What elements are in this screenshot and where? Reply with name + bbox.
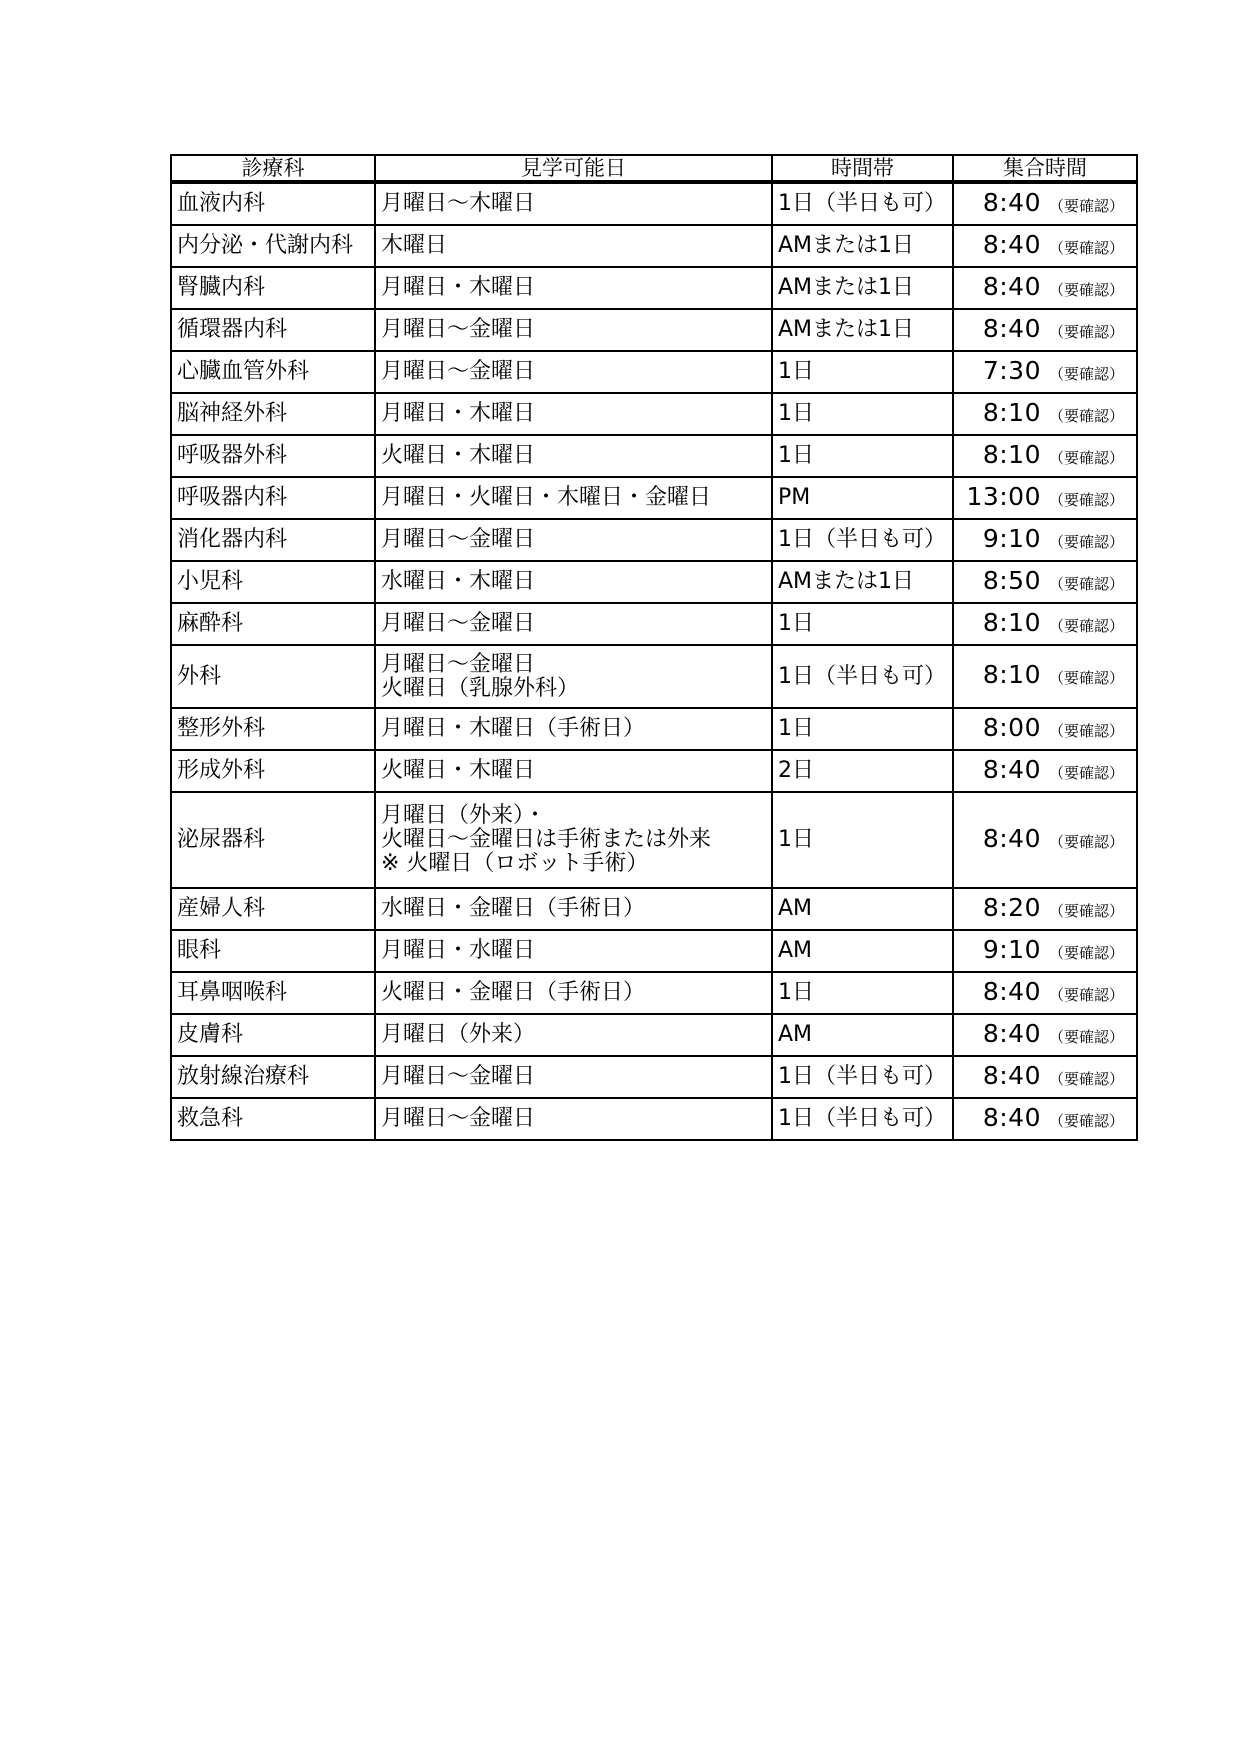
meeting-time-cell bbox=[953, 519, 1137, 561]
confirmation-note: （要確認） bbox=[1048, 1111, 1124, 1130]
meeting-time-cell bbox=[953, 477, 1137, 519]
time-period-cell: 1日 bbox=[772, 792, 953, 888]
table-row bbox=[171, 972, 1137, 1014]
time-period-cell: AM bbox=[772, 888, 953, 930]
time-period-cell: AM bbox=[772, 930, 953, 972]
time-period-cell: AMまたは1日 bbox=[772, 309, 953, 351]
meeting-time-value: 8:10 bbox=[982, 397, 1041, 427]
table-row bbox=[171, 393, 1137, 435]
table-row bbox=[171, 477, 1137, 519]
time-period-cell: PM bbox=[772, 477, 953, 519]
time-period-cell: AMまたは1日 bbox=[772, 267, 953, 309]
time-period-cell: 1日 bbox=[772, 393, 953, 435]
department-cell: 心臓血管外科 bbox=[171, 351, 375, 393]
department-cell: 皮膚科 bbox=[171, 1014, 375, 1056]
available-days-cell: 月曜日（外来）・ 火曜日～金曜日は手術または外来 ※ 火曜日（ロボット手術） bbox=[375, 792, 772, 888]
time-period-cell: 1日 bbox=[772, 435, 953, 477]
available-days-cell: 月曜日・木曜日 bbox=[375, 267, 772, 309]
meeting-time-value: 8:40 bbox=[982, 823, 1041, 853]
time-period-cell: 1日（半日も可） bbox=[772, 519, 953, 561]
meeting-time-cell bbox=[953, 182, 1137, 225]
department-cell: 循環器内科 bbox=[171, 309, 375, 351]
available-days-cell: 月曜日～木曜日 bbox=[375, 182, 772, 225]
table-row bbox=[171, 1056, 1137, 1098]
meeting-time-cell bbox=[953, 750, 1137, 792]
time-period-cell: 1日 bbox=[772, 708, 953, 750]
header-department: 診療科 bbox=[171, 155, 375, 182]
department-cell: 産婦人科 bbox=[171, 888, 375, 930]
time-period-cell: 1日 bbox=[772, 972, 953, 1014]
meeting-time-cell bbox=[953, 708, 1137, 750]
table-row bbox=[171, 561, 1137, 603]
meeting-time-cell bbox=[953, 930, 1137, 972]
meeting-time-value: 7:30 bbox=[982, 355, 1041, 385]
available-days-cell: 月曜日～金曜日 bbox=[375, 1056, 772, 1098]
meeting-time-cell bbox=[953, 1014, 1137, 1056]
time-period-cell: 1日（半日も可） bbox=[772, 1056, 953, 1098]
meeting-time-cell bbox=[953, 645, 1137, 708]
time-period-cell: 1日 bbox=[772, 603, 953, 645]
department-cell: 血液内科 bbox=[171, 182, 375, 225]
confirmation-note: （要確認） bbox=[1048, 901, 1124, 920]
meeting-time-value: 8:40 bbox=[982, 1018, 1041, 1048]
table-row bbox=[171, 708, 1137, 750]
department-cell: 整形外科 bbox=[171, 708, 375, 750]
table-row bbox=[171, 309, 1137, 351]
meeting-time-cell bbox=[953, 972, 1137, 1014]
department-cell: 呼吸器外科 bbox=[171, 435, 375, 477]
time-period-cell: 1日（半日も可） bbox=[772, 645, 953, 708]
department-cell: 内分泌・代謝内科 bbox=[171, 225, 375, 267]
department-cell: 呼吸器内科 bbox=[171, 477, 375, 519]
available-days-cell: 木曜日 bbox=[375, 225, 772, 267]
department-cell: 小児科 bbox=[171, 561, 375, 603]
available-days-cell: 月曜日・木曜日 bbox=[375, 393, 772, 435]
meeting-time-value: 8:10 bbox=[982, 439, 1041, 469]
available-days-cell: 火曜日・木曜日 bbox=[375, 750, 772, 792]
available-days-cell: 月曜日・火曜日・木曜日・金曜日 bbox=[375, 477, 772, 519]
available-days-cell: 月曜日～金曜日 bbox=[375, 1098, 772, 1140]
time-period-cell: AM bbox=[772, 1014, 953, 1056]
header-row bbox=[171, 155, 1137, 182]
meeting-time-cell bbox=[953, 435, 1137, 477]
table-row bbox=[171, 750, 1137, 792]
confirmation-note: （要確認） bbox=[1048, 985, 1124, 1004]
time-period-cell: AMまたは1日 bbox=[772, 561, 953, 603]
department-cell: 耳鼻咽喉科 bbox=[171, 972, 375, 1014]
available-days-cell: 月曜日（外来） bbox=[375, 1014, 772, 1056]
department-cell: 眼科 bbox=[171, 930, 375, 972]
meeting-time-cell bbox=[953, 1098, 1137, 1140]
table-row bbox=[171, 1098, 1137, 1140]
meeting-time-value: 13:00 bbox=[966, 481, 1041, 511]
table-row bbox=[171, 603, 1137, 645]
department-cell: 外科 bbox=[171, 645, 375, 708]
available-days-cell: 水曜日・金曜日（手術日） bbox=[375, 888, 772, 930]
confirmation-note: （要確認） bbox=[1048, 574, 1124, 593]
confirmation-note: （要確認） bbox=[1048, 832, 1124, 851]
confirmation-note: （要確認） bbox=[1048, 763, 1124, 782]
meeting-time-cell bbox=[953, 309, 1137, 351]
meeting-time-value: 8:00 bbox=[982, 712, 1041, 742]
table-row bbox=[171, 792, 1137, 888]
table-row bbox=[171, 888, 1137, 930]
meeting-time-value: 8:40 bbox=[982, 1102, 1041, 1132]
available-days-cell: 月曜日・木曜日（手術日） bbox=[375, 708, 772, 750]
confirmation-note: （要確認） bbox=[1048, 364, 1124, 383]
meeting-time-cell bbox=[953, 351, 1137, 393]
meeting-time-value: 8:40 bbox=[982, 976, 1041, 1006]
confirmation-note: （要確認） bbox=[1048, 280, 1124, 299]
confirmation-note: （要確認） bbox=[1048, 1069, 1124, 1088]
confirmation-note: （要確認） bbox=[1048, 669, 1124, 687]
time-period-cell: AMまたは1日 bbox=[772, 225, 953, 267]
confirmation-note: （要確認） bbox=[1048, 943, 1124, 962]
meeting-time-value: 8:40 bbox=[982, 229, 1041, 259]
meeting-time-cell bbox=[953, 267, 1137, 309]
available-days-cell: 月曜日～金曜日 bbox=[375, 309, 772, 351]
time-period-cell: 2日 bbox=[772, 750, 953, 792]
confirmation-note: （要確認） bbox=[1048, 238, 1124, 257]
available-days-cell: 火曜日・金曜日（手術日） bbox=[375, 972, 772, 1014]
available-days-cell: 月曜日～金曜日 bbox=[375, 351, 772, 393]
meeting-time-value: 8:20 bbox=[982, 892, 1041, 922]
table-row bbox=[171, 267, 1137, 309]
department-cell: 脳神経外科 bbox=[171, 393, 375, 435]
available-days-cell: 月曜日～金曜日 bbox=[375, 519, 772, 561]
department-cell: 救急科 bbox=[171, 1098, 375, 1140]
meeting-time-cell bbox=[953, 393, 1137, 435]
table-row bbox=[171, 519, 1137, 561]
confirmation-note: （要確認） bbox=[1048, 616, 1124, 635]
available-days-cell: 月曜日～金曜日 bbox=[375, 603, 772, 645]
time-period-cell: 1日（半日も可） bbox=[772, 182, 953, 225]
meeting-time-cell bbox=[953, 603, 1137, 645]
meeting-time-cell bbox=[953, 1056, 1137, 1098]
department-cell: 腎臓内科 bbox=[171, 267, 375, 309]
table-row bbox=[171, 225, 1137, 267]
confirmation-note: （要確認） bbox=[1048, 1027, 1124, 1046]
department-cell: 放射線治療科 bbox=[171, 1056, 375, 1098]
meeting-time-value: 8:40 bbox=[982, 754, 1041, 784]
meeting-time-cell bbox=[953, 561, 1137, 603]
table-row bbox=[171, 435, 1137, 477]
header-available-days: 見学可能日 bbox=[375, 155, 772, 182]
meeting-time-value: 8:10 bbox=[982, 660, 1041, 689]
table-row bbox=[171, 930, 1137, 972]
available-days-cell: 月曜日・水曜日 bbox=[375, 930, 772, 972]
meeting-time-cell bbox=[953, 225, 1137, 267]
meeting-time-value: 9:10 bbox=[982, 934, 1041, 964]
department-cell: 消化器内科 bbox=[171, 519, 375, 561]
confirmation-note: （要確認） bbox=[1048, 196, 1124, 215]
meeting-time-value: 8:40 bbox=[982, 313, 1041, 343]
confirmation-note: （要確認） bbox=[1048, 448, 1124, 467]
confirmation-note: （要確認） bbox=[1048, 532, 1124, 551]
meeting-time-value: 8:10 bbox=[982, 607, 1041, 637]
meeting-time-value: 8:40 bbox=[982, 271, 1041, 301]
confirmation-note: （要確認） bbox=[1048, 721, 1124, 740]
table-row bbox=[171, 1014, 1137, 1056]
department-cell: 形成外科 bbox=[171, 750, 375, 792]
time-period-cell: 1日（半日も可） bbox=[772, 1098, 953, 1140]
department-cell: 麻酔科 bbox=[171, 603, 375, 645]
meeting-time-value: 9:10 bbox=[982, 523, 1041, 553]
available-days-cell: 水曜日・木曜日 bbox=[375, 561, 772, 603]
confirmation-note: （要確認） bbox=[1048, 406, 1124, 425]
time-period-cell: 1日 bbox=[772, 351, 953, 393]
table-row bbox=[171, 351, 1137, 393]
table-row bbox=[171, 645, 1137, 708]
available-days-cell: 火曜日・木曜日 bbox=[375, 435, 772, 477]
header-time-period: 時間帯 bbox=[772, 155, 953, 182]
meeting-time-value: 8:40 bbox=[982, 1060, 1041, 1090]
schedule-table bbox=[170, 154, 1138, 1141]
confirmation-note: （要確認） bbox=[1048, 490, 1124, 509]
meeting-time-value: 8:50 bbox=[982, 565, 1041, 595]
table-row bbox=[171, 182, 1137, 225]
department-cell: 泌尿器科 bbox=[171, 792, 375, 888]
header-meeting-time: 集合時間 bbox=[953, 155, 1137, 182]
available-days-cell: 月曜日～金曜日 火曜日（乳腺外科） bbox=[375, 645, 772, 708]
meeting-time-cell bbox=[953, 792, 1137, 888]
meeting-time-value: 8:40 bbox=[982, 187, 1041, 217]
meeting-time-cell bbox=[953, 888, 1137, 930]
confirmation-note: （要確認） bbox=[1048, 322, 1124, 341]
